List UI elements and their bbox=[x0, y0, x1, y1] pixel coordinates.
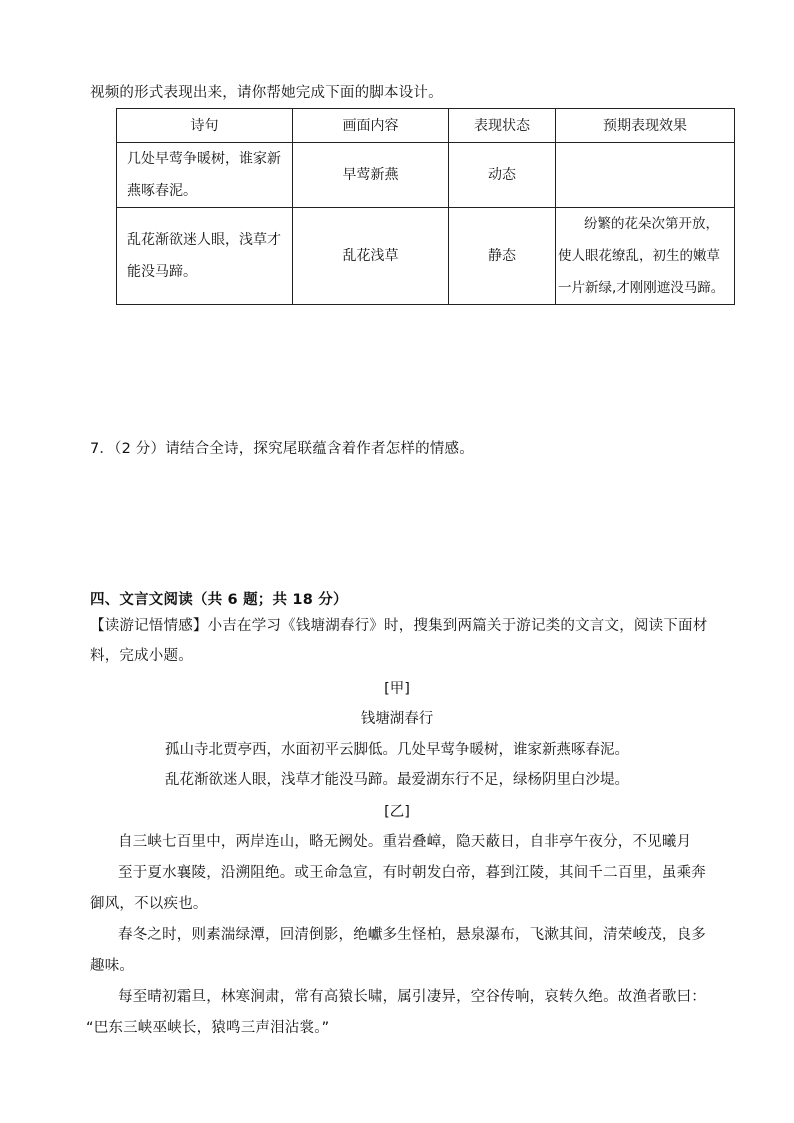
question-7: 7．（2 分）请结合全诗，探究尾联蕴含着作者怎样的情感。 bbox=[90, 441, 474, 457]
effect-text: 纷繁的花朵次第开放， bbox=[584, 216, 719, 232]
passage-jia-label: [甲] bbox=[384, 681, 410, 697]
prose-line: “巴东三峡巫峡长，猿鸣三声泪沾裳。” bbox=[86, 1020, 330, 1036]
poem-title: 钱塘湖春行 bbox=[360, 711, 434, 727]
effect-cell bbox=[556, 208, 735, 305]
poem-line-text: 能没马蹄。 bbox=[127, 264, 197, 280]
prose-line: 春冬之时，则素湍绿潭，回清倒影，绝巘多生怪柏，悬泉瀑布，飞漱其间，清荣峻茂，良多 bbox=[118, 927, 706, 943]
prose-line: 至于夏水襄陵，沿溯阻绝。或王命急宣，有时朝发白帝，暮到江陵，其间千二百里，虽乘奔 bbox=[118, 865, 706, 881]
table-row bbox=[117, 208, 735, 305]
poem-line-text: 燕啄春泥。 bbox=[127, 183, 197, 199]
prose-line: 自三峡七百里中，两岸连山，略无阙处。重岩叠嶂，隐天蔽日，自非亭午夜分，不见曦月 bbox=[118, 834, 692, 850]
intro-line: 视频的形式表现出来，请你帮她完成下面的脚本设计。 bbox=[90, 85, 443, 101]
state-cell: 动态 bbox=[449, 143, 556, 208]
effect-text: 一片新绿,才刚刚遮没马蹄。 bbox=[558, 280, 725, 296]
poem-line-cell bbox=[117, 208, 293, 305]
header-effect: 预期表现效果 bbox=[556, 109, 735, 143]
section-intro: 【读游记悟情感】小吉在学习《钱塘湖春行》时，搜集到两篇关于游记类的文言文，阅读下面材 bbox=[90, 618, 708, 634]
header-state: 表现状态 bbox=[449, 109, 556, 143]
table-header-row bbox=[117, 109, 735, 143]
header-scene: 画面内容 bbox=[293, 109, 449, 143]
prose-line: 趣味。 bbox=[90, 958, 135, 974]
poem-line-cell bbox=[117, 143, 293, 208]
passage-yi-label: [乙] bbox=[384, 804, 410, 820]
prose-line: 每至晴初霜旦，林寒涧肃，常有高猿长啸，属引凄异，空谷传响，哀转久绝。故渔者歌曰： bbox=[118, 989, 706, 1005]
poem-line-text: 乱花渐欲迷人眼，浅草才 bbox=[127, 232, 281, 248]
prose-line: 御风，不以疾也。 bbox=[90, 896, 208, 912]
section-intro: 料，完成小题。 bbox=[90, 648, 193, 664]
state-cell: 静态 bbox=[449, 208, 556, 305]
effect-text: 使人眼花缭乱，初生的嫩草 bbox=[558, 248, 720, 264]
effect-cell[interactable] bbox=[556, 143, 735, 208]
scene-cell: 早莺新燕 bbox=[293, 143, 449, 208]
poem-line: 孤山寺北贾亭西，水面初平云脚低。几处早莺争暖树，谁家新燕啄春泥。 bbox=[165, 742, 629, 758]
section-heading: 四、文言文阅读（共 6 题；共 18 分） bbox=[90, 592, 348, 608]
script-design-table bbox=[116, 108, 735, 305]
poem-line: 乱花渐欲迷人眼，浅草才能没马蹄。最爱湖东行不足，绿杨阴里白沙堤。 bbox=[165, 772, 629, 788]
table-row bbox=[117, 143, 735, 208]
scene-cell: 乱花浅草 bbox=[293, 208, 449, 305]
header-poem-line: 诗句 bbox=[117, 109, 293, 143]
poem-line-text: 几处早莺争暖树，谁家新 bbox=[127, 151, 281, 167]
